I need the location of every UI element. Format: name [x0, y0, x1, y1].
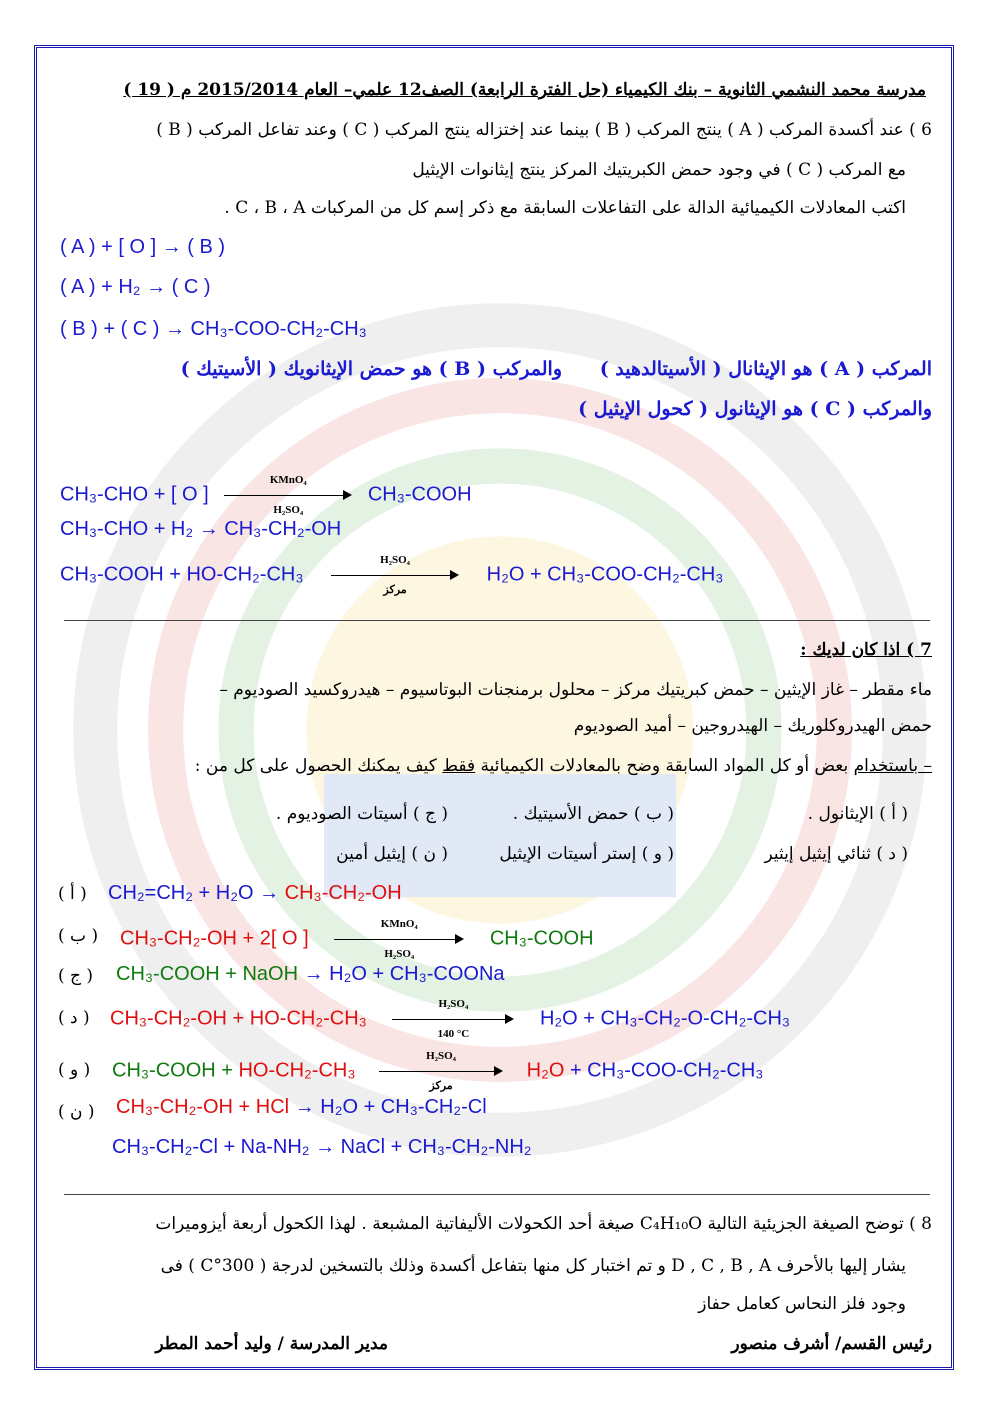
q6-line-1: 6 ) عند أكسدة المركب ( A ) ينتج المركب ( B ) بينما عند إختزاله ينتج المركب ( C ) وعند تفاعل المركب ( B ): [156, 120, 932, 140]
q7-instruction: [195, 756, 932, 776]
q6-equation-2: ( A ) + H₂ → ( C ): [60, 276, 211, 298]
q7-target-c: ( ج ) أسيتات الصوديوم .: [275, 804, 448, 824]
arrow-catalyst-top: KMnO₄: [380, 918, 418, 930]
q7-answer-c-products: → H₂O + CH₃-COONa: [303, 963, 505, 985]
q7-answer-d: [110, 998, 791, 1040]
q6-line-3: اكتب المعادلات الكيميائية الدالة على التفاعلات السابقة مع ذكر إسم كل من المركبات C ، B ، A .: [224, 198, 906, 218]
q7-answer-b: [120, 918, 594, 960]
q7-answer-w-reactant-1: CH₃-COOH +: [112, 1059, 239, 1082]
arrow-catalyst-bottom: مركز: [383, 584, 407, 596]
q7-instruction-part-a: – باستخدام: [853, 756, 932, 776]
q6-answer-b: والمركب ( B ) هو حمض الإيثانويك ( الأسيتيك ): [180, 358, 562, 380]
q8-line-2: يشار إليها بالأحرف D , C , B , A و تم اختبار كل منها بتفاعل أكسدة وذلك بالتسخين لدرجة ( 300°C ) فى: [160, 1256, 906, 1276]
arrow-condition-bottom: 140 °C: [437, 1028, 470, 1040]
arrow-catalyst-top: H₂SO₄: [380, 554, 410, 566]
label-n: ( ن ): [58, 1102, 95, 1122]
divider: [64, 620, 930, 621]
q7-answer-a-product: CH₃-CH₂-OH: [284, 882, 402, 904]
q7-answer-c-reactants: CH₃-COOH + NaOH: [116, 963, 299, 985]
arrow-catalyst-top: KMnO₄: [269, 474, 307, 486]
q7-answer-b-reactants: CH₃-CH₂-OH + 2[ O ]: [120, 927, 309, 950]
q7-answer-w-product-2: + CH₃-COO-CH₂-CH₃: [564, 1059, 764, 1082]
divider: [64, 1194, 930, 1195]
arrow-catalyst-top: H₂SO₄: [426, 1050, 456, 1062]
q7-instruction-part-b: بعض أو كل المواد السابقة وضح بالمعادلات الكيميائية: [480, 756, 849, 776]
label-w: ( و ): [58, 1060, 91, 1080]
q7-answer-b-product: CH₃-COOH: [489, 927, 594, 950]
arrow-catalyst-top: H₂SO₄: [438, 998, 469, 1010]
q7-answer-n-products: → H₂O + CH₃-CH₂-Cl: [294, 1096, 487, 1118]
q7-answer-n-step-2: CH₃-CH₂-Cl + Na-NH₂ → NaCl + CH₃-CH₂-NH₂: [112, 1136, 532, 1158]
footer-school-principal: مدير المدرسة / وليد أحمد المطر: [155, 1334, 388, 1354]
q7-answer-d-reactant-1: CH₃-CH₂-OH +: [110, 1007, 250, 1030]
q6-line-2: مع المركب ( C ) في وجود حمض الكبريتيك المركز ينتج إيثانوات الإيثيل: [412, 160, 906, 180]
q8-line-1: 8 ) توضح الصيغة الجزيئية التالية C₄H₁₀O صيغة أحد الكحولات الأليفاتية المشبعة . لهذا الكحول أربعة أيزوميرات: [155, 1214, 932, 1234]
q7-answer-d-products: H₂O + CH₃-CH₂-O-CH₂-CH₃: [539, 1007, 791, 1030]
q7-answer-n-reactants: CH₃-CH₂-OH + HCl: [116, 1096, 290, 1118]
q7-target-w: ( و ) إستر أسيتات الإيثيل: [499, 844, 674, 864]
q7-answer-w-reactant-2: HO-CH₂-CH₃: [238, 1059, 356, 1082]
q6-answer-c: والمركب ( C ) هو الإيثانول ( كحول الإيثيل ): [578, 398, 932, 420]
q7-title: 7 ) اذا كان لديك :: [800, 640, 932, 660]
q6-equation-1: ( A ) + [ O ] → ( B ): [60, 236, 226, 258]
q7-materials-line-1: ماء مقطر – غاز الإيثين – حمض كبريتيك مركز – محلول برمنجنات البوتاسيوم – هيدروكسيد الصوديوم –: [219, 680, 932, 700]
arrow-catalyst-bottom: مركز: [429, 1080, 453, 1092]
q7-instruction-part-c: فقط: [442, 756, 476, 776]
q7-answer-n-step-1: [116, 1096, 487, 1119]
q7-instruction-part-d: كيف يمكنك الحصول على كل من :: [194, 756, 437, 776]
label-a: ( أ ): [58, 884, 87, 904]
footer-department-head: رئيس القسم/ أشرف منصور: [731, 1334, 932, 1354]
page-header: مدرسة محمد النشمي الثانوية – بنك الكيمياء (حل الفترة الرابعة) الصف12 علمي– العام 2015/2014 م ( 19 ): [123, 80, 926, 100]
label-d: ( د ): [58, 1008, 90, 1028]
q6-reaction-3: [60, 554, 724, 596]
q6-reaction-1: [60, 474, 472, 516]
label-b: ( ب ): [58, 926, 99, 946]
reaction-arrow: [334, 918, 464, 960]
q7-target-a: ( أ ) الإيثانول .: [807, 804, 908, 824]
q8-line-3: وجود فلز النحاس كعامل حفاز: [698, 1294, 906, 1314]
q7-answer-w: [112, 1050, 764, 1092]
q6-reaction-3-reactants: CH₃-COOH + HO-CH₂-CH₃: [60, 563, 304, 586]
arrow-catalyst-bottom: H₂SO₄: [273, 504, 304, 516]
q6-answer-a: المركب ( A ) هو الإيثانال ( الأسيتالدهيد ): [599, 358, 932, 380]
q6-reaction-2: CH₃-CHO + H₂ → CH₃-CH₂-OH: [60, 518, 342, 540]
q7-target-n: ( ن ) إيثيل أمين: [336, 844, 448, 864]
arrow-catalyst-bottom: H₂SO₄: [384, 948, 415, 960]
q7-target-d: ( د ) ثنائي إيثيل إيثير: [764, 844, 908, 864]
q7-target-b: ( ب ) حمض الأسيتيك .: [512, 804, 674, 824]
reaction-arrow: [392, 998, 514, 1040]
q6-reaction-1-reactants: CH₃-CHO + [ O ]: [60, 483, 209, 506]
q6-equation-3: ( B ) + ( C ) → CH₃-COO-CH₂-CH₃: [60, 318, 367, 340]
label-c: ( ج ): [58, 966, 94, 986]
q7-materials-line-2: حمض الهيدروكلوريك – الهيدروجين – أميد الصوديوم: [573, 716, 932, 736]
q6-reaction-1-products: CH₃-COOH: [367, 483, 472, 506]
q7-answer-a-reactants: CH₂=CH₂ + H₂O →: [108, 882, 280, 904]
q7-answer-w-product-1: H₂O: [526, 1059, 565, 1082]
reaction-arrow: [224, 474, 352, 516]
q7-answer-c: [116, 963, 505, 986]
q6-reaction-3-products: H₂O + CH₃-COO-CH₂-CH₃: [486, 563, 724, 586]
q7-answer-d-reactant-2: HO-CH₂-CH₃: [249, 1007, 367, 1030]
reaction-arrow: [331, 554, 459, 596]
q7-answer-a: [108, 882, 402, 905]
reaction-arrow: [379, 1050, 503, 1092]
